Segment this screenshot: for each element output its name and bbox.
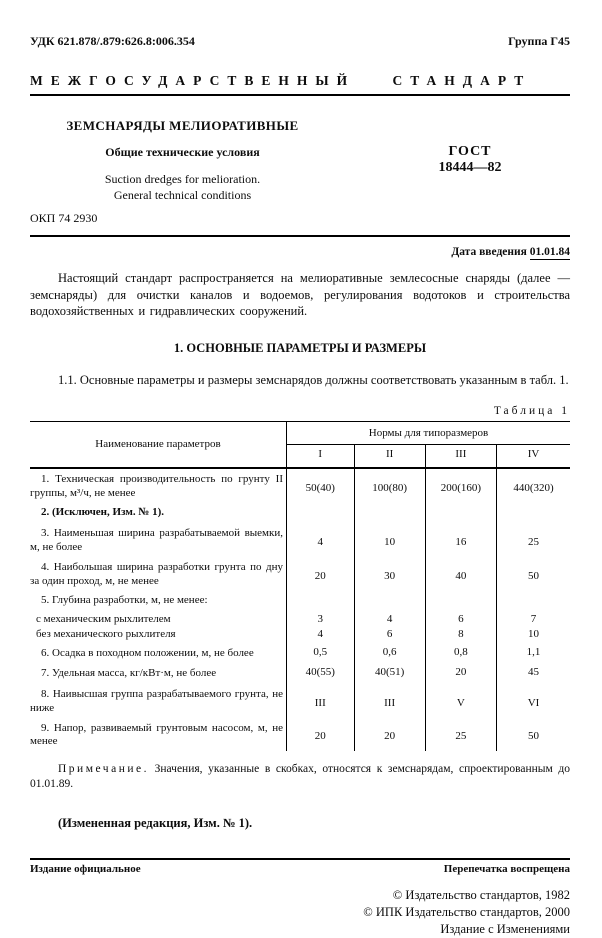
group-code: Группа Г45	[508, 34, 570, 48]
row-2-value-4	[497, 503, 570, 524]
row-3-name: 3. Наименьшая ширина разрабатываемой выемки, м, не более	[30, 527, 283, 554]
row-7-name: 7. Удельная масса, кг/кВт·м, не более	[41, 667, 217, 680]
horizontal-rule-top	[30, 235, 570, 237]
row-2-name: 2. (Исключен, Изм. № 1).	[41, 505, 165, 518]
document-title: ЗЕМСНАРЯДЫ МЕЛИОРАТИВНЫЕ	[66, 118, 299, 133]
size-header-2: II	[354, 445, 425, 468]
standard-type-banner: МЕЖГОСУДАРСТВЕННЫЙ СТАНДАРТ	[30, 73, 570, 96]
row-3-value-1: 4	[287, 523, 355, 557]
row-4-value-3: 40	[425, 557, 496, 591]
row-5a-value-4: 7	[497, 613, 570, 628]
row-4-value-4: 50	[497, 557, 570, 591]
row-7-value-2: 40(51)	[354, 663, 425, 684]
document-header-row	[30, 34, 570, 49]
table-header-row-1	[30, 421, 570, 445]
section-1-heading: 1. ОСНОВНЫЕ ПАРАМЕТРЫ И РАЗМЕРЫ	[173, 340, 427, 355]
document-subtitle: Общие технические условия	[105, 145, 260, 159]
row-8-value-3: V	[425, 684, 496, 718]
table-row	[30, 643, 570, 664]
footer-row	[30, 863, 570, 875]
row-4-name: 4. Наибольшая ширина разработки грунта по дну за один проход, м, не менее	[30, 560, 283, 587]
introduction-date-line	[30, 246, 570, 258]
row-1-value-1: 50(40)	[287, 468, 355, 503]
row-7-value-3: 20	[425, 663, 496, 684]
introduction-date-label: Дата введения	[451, 246, 527, 259]
row-1-value-4: 440(320)	[497, 468, 570, 503]
row-5a-value-2: 4	[354, 613, 425, 628]
gost-label: ГОСТ	[448, 144, 492, 159]
row-3-value-3: 16	[425, 523, 496, 557]
row-5a-name: с механическим рыхлителем	[36, 613, 171, 626]
gost-number: 18444—82	[438, 160, 502, 175]
row-1-value-3: 200(160)	[425, 468, 496, 503]
title-english-line1: Suction dredges for melioration.	[104, 172, 261, 186]
row-4-value-2: 30	[354, 557, 425, 591]
row-9-value-1: 20	[287, 718, 355, 752]
row-2-value-3	[425, 503, 496, 524]
row-7-value-4: 45	[497, 663, 570, 684]
size-header-3: III	[425, 445, 496, 468]
row-5b-value-4: 10	[497, 628, 570, 643]
row-3-value-2: 10	[354, 523, 425, 557]
note-text: Значения, указанные в скобках, относятся к земснарядам, спроектированным до 01.01.89.	[30, 763, 570, 791]
copyright-block	[30, 887, 570, 938]
row-5b-name: без механического рыхлителя	[36, 627, 176, 640]
title-section	[30, 118, 570, 203]
gost-designation	[370, 118, 570, 203]
row-1-value-2: 100(80)	[354, 468, 425, 503]
parameters-table	[30, 421, 570, 752]
row-2-value-2	[354, 503, 425, 524]
reprint-forbidden-label: Перепечатка воспрещена	[443, 863, 570, 876]
row-4-value-1: 20	[287, 557, 355, 591]
row-9-value-3: 25	[425, 718, 496, 752]
row-5-value-4	[497, 590, 570, 613]
table-row	[30, 663, 570, 684]
row-5a-value-3: 6	[425, 613, 496, 628]
table-row	[30, 628, 570, 643]
clause-1-1: 1.1. Основные параметры и размеры земснарядов должны соответствовать указанным в табл. 1.	[58, 372, 569, 387]
table-row	[30, 590, 570, 613]
row-5b-value-2: 6	[354, 628, 425, 643]
row-9-value-4: 50	[497, 718, 570, 752]
row-5b-value-1: 4	[287, 628, 355, 643]
size-header-4: IV	[497, 445, 570, 468]
row-8-name: 8. Наивысшая группа разрабатываемого грунта, не ниже	[30, 688, 283, 714]
okp-code: ОКП 74 2930	[30, 211, 98, 226]
row-5b-value-3: 8	[425, 628, 496, 643]
title-english-line2: General technical conditions	[113, 187, 252, 202]
row-6-value-3: 0,8	[425, 643, 496, 664]
copyright-line-1982: © Издательство стандартов, 1982	[392, 888, 570, 903]
udk-code: УДК 621.878/.879:626.8:006.354	[30, 34, 195, 48]
table-row	[30, 503, 570, 524]
introduction-date-value: 01.01.84	[529, 246, 570, 259]
amendment-note: (Измененная редакция, Изм. № 1).	[58, 816, 253, 831]
row-5-value-2	[354, 590, 425, 613]
row-5-value-3	[425, 590, 496, 613]
table-caption: Таблица 1	[493, 404, 570, 417]
row-2-value-1	[287, 503, 355, 524]
column-header-norms: Нормы для типоразмеров	[287, 421, 571, 445]
column-header-parameters: Наименование параметров	[30, 421, 287, 468]
table-note	[30, 762, 570, 792]
copyright-line-2000: © ИПК Издательство стандартов, 2000	[363, 904, 570, 919]
row-8-value-1: III	[287, 684, 355, 718]
table-row	[30, 468, 570, 503]
row-9-name: 9. Напор, развиваемый грунтовым насосом, м, не менее	[30, 721, 283, 748]
scope-paragraph: Настоящий стандарт распространяется на мелиоративные землесосные снаряды (далее — земснаряды) для очистки каналов и водоемов, регулирования водотоков и строительства водохозяйственных и гидравлических сооружений.	[30, 271, 570, 319]
row-6-value-4: 1,1	[497, 643, 570, 664]
row-1-name: 1. Техническая производительность по грунту II группы, м³/ч, не менее	[30, 473, 283, 499]
table-row	[30, 718, 570, 752]
row-6-value-1: 0,5	[287, 643, 355, 664]
row-9-value-2: 20	[354, 718, 425, 752]
row-6-name: 6. Осадка в походном положении, м, не более	[41, 646, 254, 659]
row-5-value-1	[287, 590, 355, 613]
table-row	[30, 613, 570, 628]
row-6-value-2: 0,6	[354, 643, 425, 664]
table-row	[30, 684, 570, 718]
horizontal-rule-footer	[30, 858, 570, 860]
document-title-english	[30, 172, 335, 203]
row-7-value-1: 40(55)	[287, 663, 355, 684]
title-block	[30, 118, 335, 203]
row-8-value-4: VI	[497, 684, 570, 718]
row-3-value-4: 25	[497, 523, 570, 557]
official-edition-label: Издание официальное	[30, 863, 141, 876]
row-5-name: 5. Глубина разработки, м, не менее:	[41, 594, 208, 607]
edition-with-amendments: Издание с Изменениями	[440, 921, 570, 936]
size-header-1: I	[287, 445, 355, 468]
note-label: Примечание.	[58, 763, 149, 776]
table-row	[30, 523, 570, 557]
table-row	[30, 557, 570, 591]
row-8-value-2: III	[354, 684, 425, 718]
row-5a-value-1: 3	[287, 613, 355, 628]
